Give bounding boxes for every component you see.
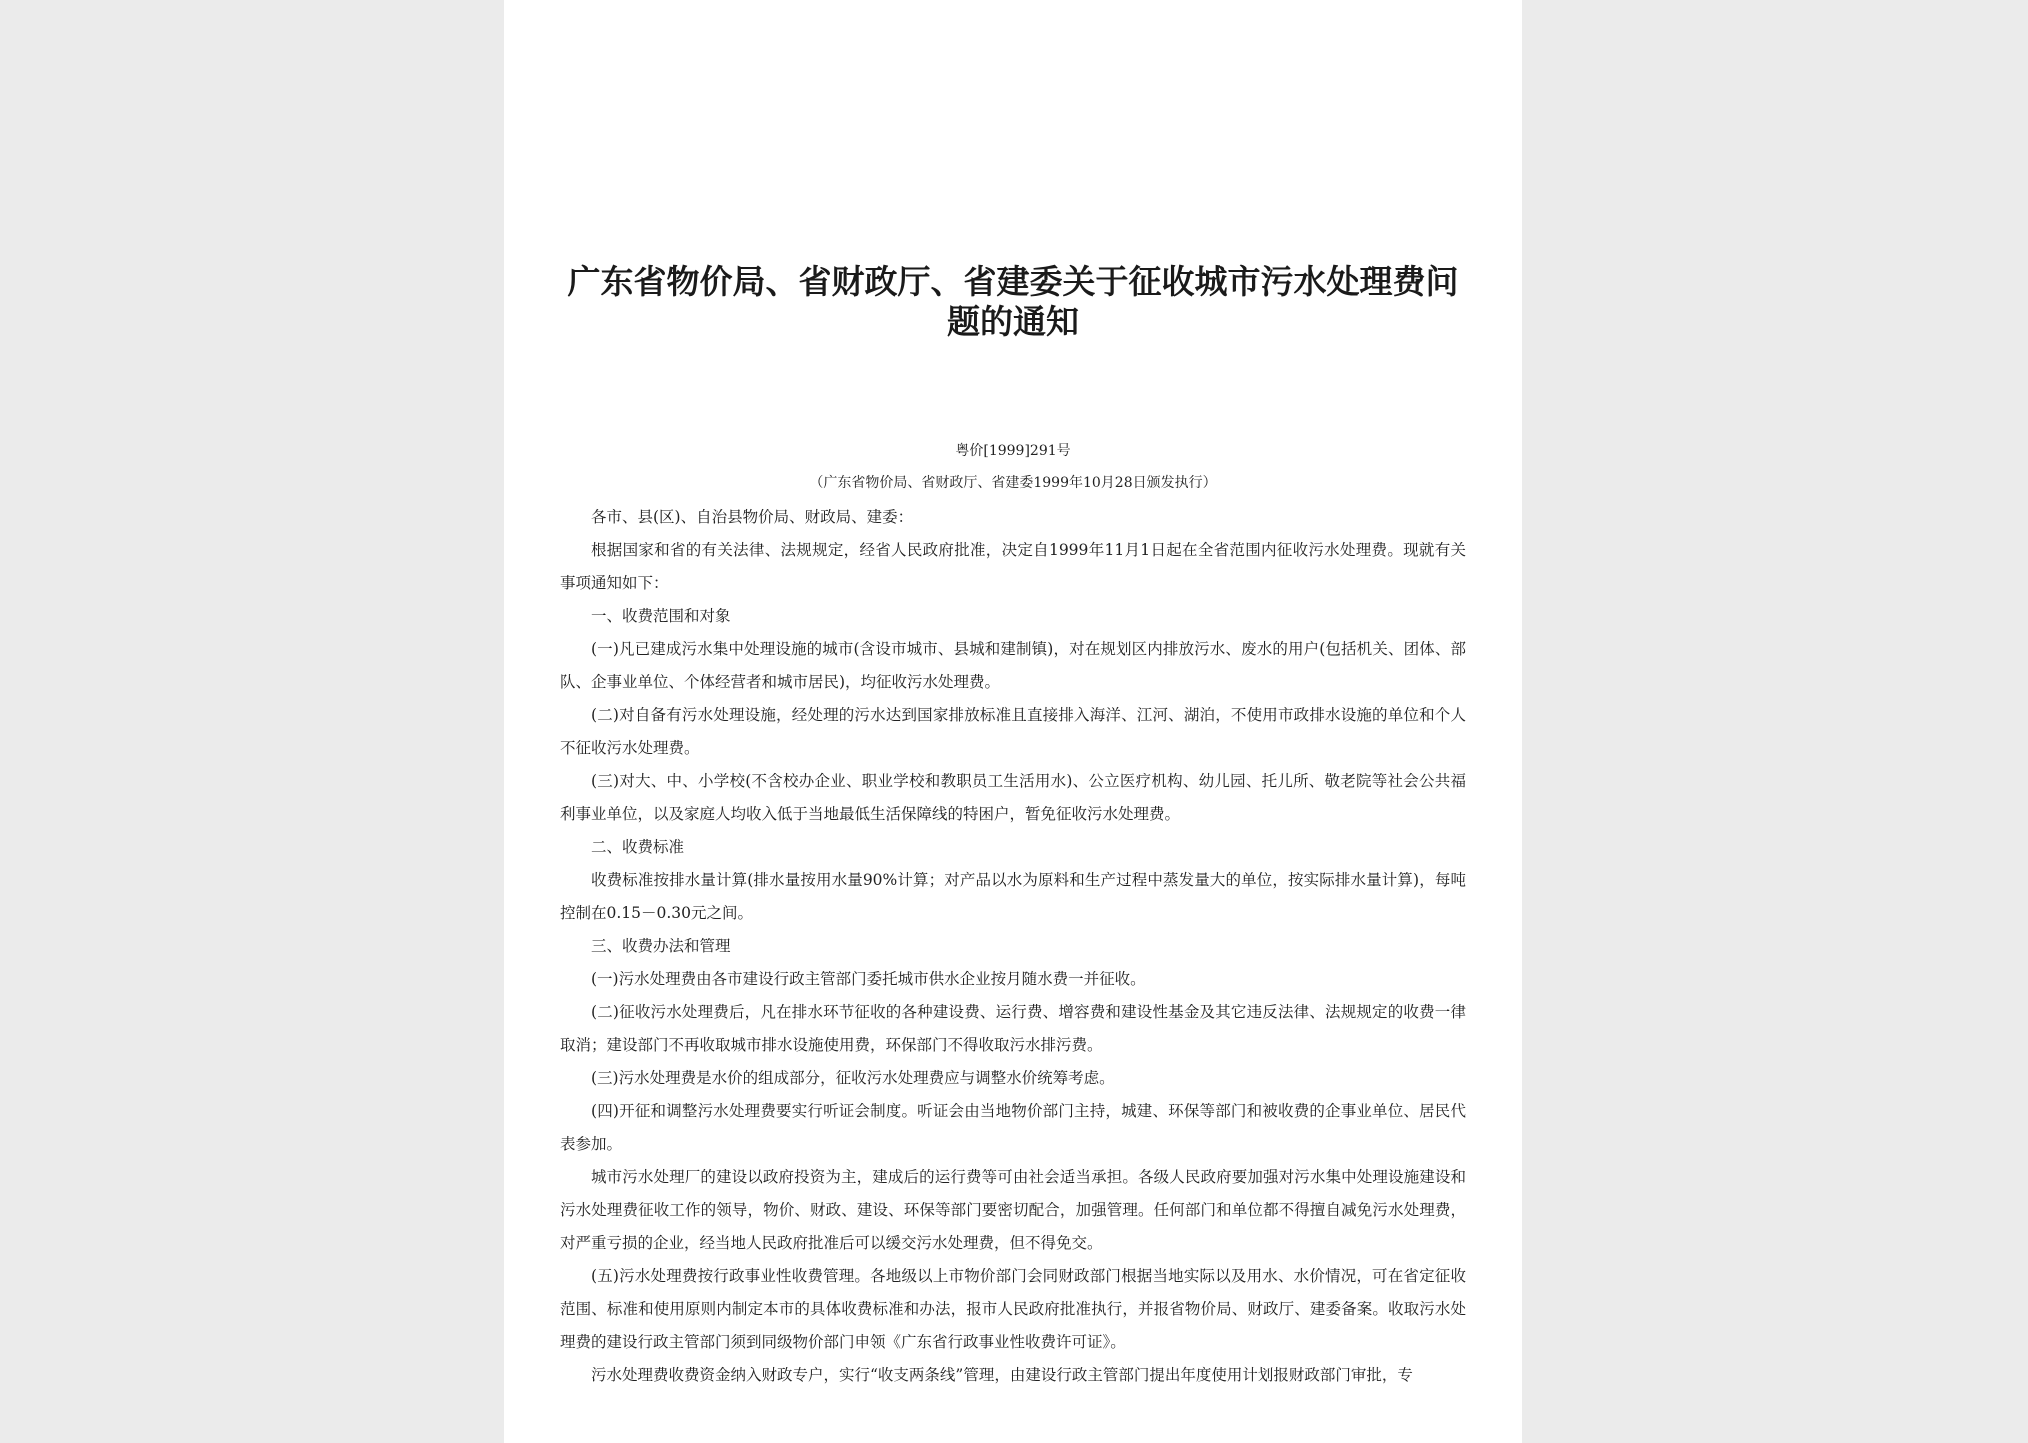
paragraph-intro: 根据国家和省的有关法律、法规规定，经省人民政府批准，决定自1999年11月1日起在全省范围内征收污水处理费。现就有关事项通知如下： xyxy=(560,541,1466,592)
paragraph-3-3: (三)污水处理费是水价的组成部分，征收污水处理费应与调整水价统筹考虑。 xyxy=(591,1069,1115,1087)
document-page xyxy=(504,0,1522,1443)
paragraph-3-2: (二)征收污水处理费后，凡在排水环节征收的各种建设费、运行费、增容费和建设性基金及其它违反法律、法规规定的收费一律取消；建设部门不再收取城市排水设施使用费，环保部门不得收取污水排污费。 xyxy=(560,1003,1466,1054)
paragraph-1-2: (二)对自备有污水处理设施，经处理的污水达到国家排放标准且直接排入海洋、江河、湖泊，不使用市政排水设施的单位和个人不征收污水处理费。 xyxy=(560,706,1466,757)
paragraph-3-construction: 城市污水处理厂的建设以政府投资为主，建成后的运行费等可由社会适当承担。各级人民政府要加强对污水集中处理设施建设和污水处理费征收工作的领导，物价、财政、建设、环保等部门要密切配合，加强管理。任何部门和单位都不得擅自减免污水处理费，对严重亏损的企业，经当地人民政府批准后可以缓交污水处理费，但不得免交。 xyxy=(560,1168,1466,1252)
paragraph-1-1: (一)凡已建成污水集中处理设施的城市(含设市城市、县城和建制镇)，对在规划区内排放污水、废水的用户(包括机关、团体、部队、企事业单位、个体经营者和城市居民)，均征收污水处理费。 xyxy=(560,640,1466,691)
section-heading-1: 一、收费范围和对象 xyxy=(591,607,731,625)
issued-note: （广东省物价局、省财政厅、省建委1999年10月28日颁发执行） xyxy=(809,475,1217,491)
section-heading-3: 三、收费办法和管理 xyxy=(591,937,731,955)
paragraph-addressee: 各市、县(区)、自治县物价局、财政局、建委： xyxy=(591,508,914,526)
paragraph-2-1: 收费标准按排水量计算(排水量按用水量90%计算；对产品以水为原料和生产过程中蒸发量大的单位，按实际排水量计算)，每吨控制在0.15－0.30元之间。 xyxy=(560,871,1466,922)
paragraph-3-funds: 污水处理费收费资金纳入财政专户，实行“收支两条线”管理，由建设行政主管部门提出年度使用计划报财政部门审批，专 xyxy=(591,1366,1413,1384)
paragraph-3-4: (四)开征和调整污水处理费要实行听证会制度。听证会由当地物价部门主持，城建、环保等部门和被收费的企事业单位、居民代表参加。 xyxy=(560,1102,1466,1153)
paragraph-3-5: (五)污水处理费按行政事业性收费管理。各地级以上市物价部门会同财政部门根据当地实际以及用水、水价情况，可在省定征收范围、标准和使用原则内制定本市的具体收费标准和办法，报市人民政府批准执行，并报省物价局、财政厅、建委备案。收取污水处理费的建设行政主管部门须到同级物价部门申领《广东省行政事业性收费许可证》。 xyxy=(560,1267,1466,1351)
paragraph-3-1: (一)污水处理费由各市建设行政主管部门委托城市供水企业按月随水费一并征收。 xyxy=(591,970,1146,988)
document-number: 粤价[1999]291号 xyxy=(955,443,1071,459)
paragraph-1-3: (三)对大、中、小学校(不含校办企业、职业学校和教职员工生活用水)、公立医疗机构、幼儿园、托儿所、敬老院等社会公共福利事业单位，以及家庭人均收入低于当地最低生活保障线的特困户，暂免征收污水处理费。 xyxy=(560,772,1466,823)
document-title: 广东省物价局、省财政厅、省建委关于征收城市污水处理费问题的通知 xyxy=(567,262,1459,341)
document-body xyxy=(560,501,1466,1392)
section-heading-2: 二、收费标准 xyxy=(591,838,685,856)
